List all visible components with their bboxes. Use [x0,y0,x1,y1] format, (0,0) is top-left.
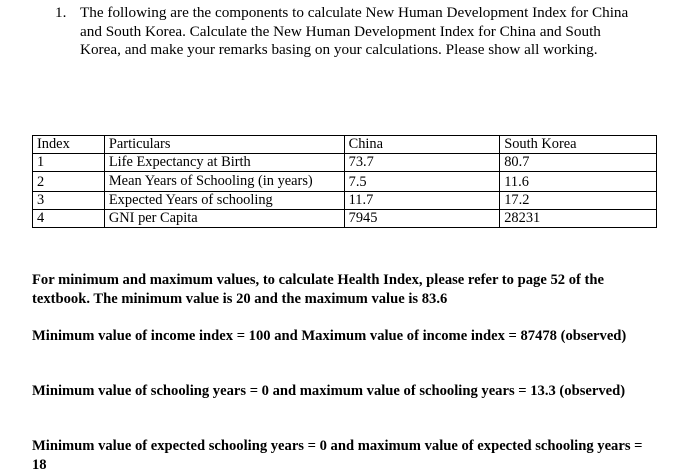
cell-china: 73.7 [344,154,500,172]
schooling-years-note: Minimum value of schooling years = 0 and maximum value of schooling years = 13.3 (observed) [32,383,626,399]
cell-particulars: Mean Years of Schooling (in years) [104,172,344,192]
cell-south-korea: 17.2 [500,192,657,210]
cell-index: 4 [33,210,105,228]
cell-particulars: GNI per Capita [104,210,344,228]
header-index: Index [33,136,105,154]
question-block [55,4,645,60]
cell-china: 7.5 [344,172,500,192]
cell-south-korea: 28231 [500,210,657,228]
hdi-components-table [32,135,657,228]
cell-south-korea: 80.7 [500,154,657,172]
question-number: 1. [55,4,67,21]
table-row [33,154,657,172]
header-particulars: Particulars [104,136,344,154]
cell-china: 7945 [344,210,500,228]
health-index-note: For minimum and maximum values, to calculate Health Index, please refer to page 52 of the textbook. The minimum value is 20 and the maximum value is 83.6 [32,272,604,307]
cell-particulars: Life Expectancy at Birth [104,154,344,172]
cell-particulars: Expected Years of schooling [104,192,344,210]
cell-index: 3 [33,192,105,210]
expected-schooling-note: Minimum value of expected schooling years = 0 and maximum value of expected schooling years = 18 [32,438,643,473]
header-south-korea: South Korea [500,136,657,154]
table-header-row [33,136,657,154]
table-row [33,172,657,192]
header-china: China [344,136,500,154]
income-index-note: Minimum value of income index = 100 and Maximum value of income index = 87478 (observed) [32,328,627,344]
cell-china: 11.7 [344,192,500,210]
cell-index: 2 [33,172,105,192]
cell-south-korea: 11.6 [500,172,657,192]
table-row [33,210,657,228]
table-row [33,192,657,210]
question-text: The following are the components to calculate New Human Development Index for China and South Korea. Calculate the New Human Development Index for China and South Korea, and make your remarks basing on your calculations. Please show all working. [80,4,629,59]
cell-index: 1 [33,154,105,172]
